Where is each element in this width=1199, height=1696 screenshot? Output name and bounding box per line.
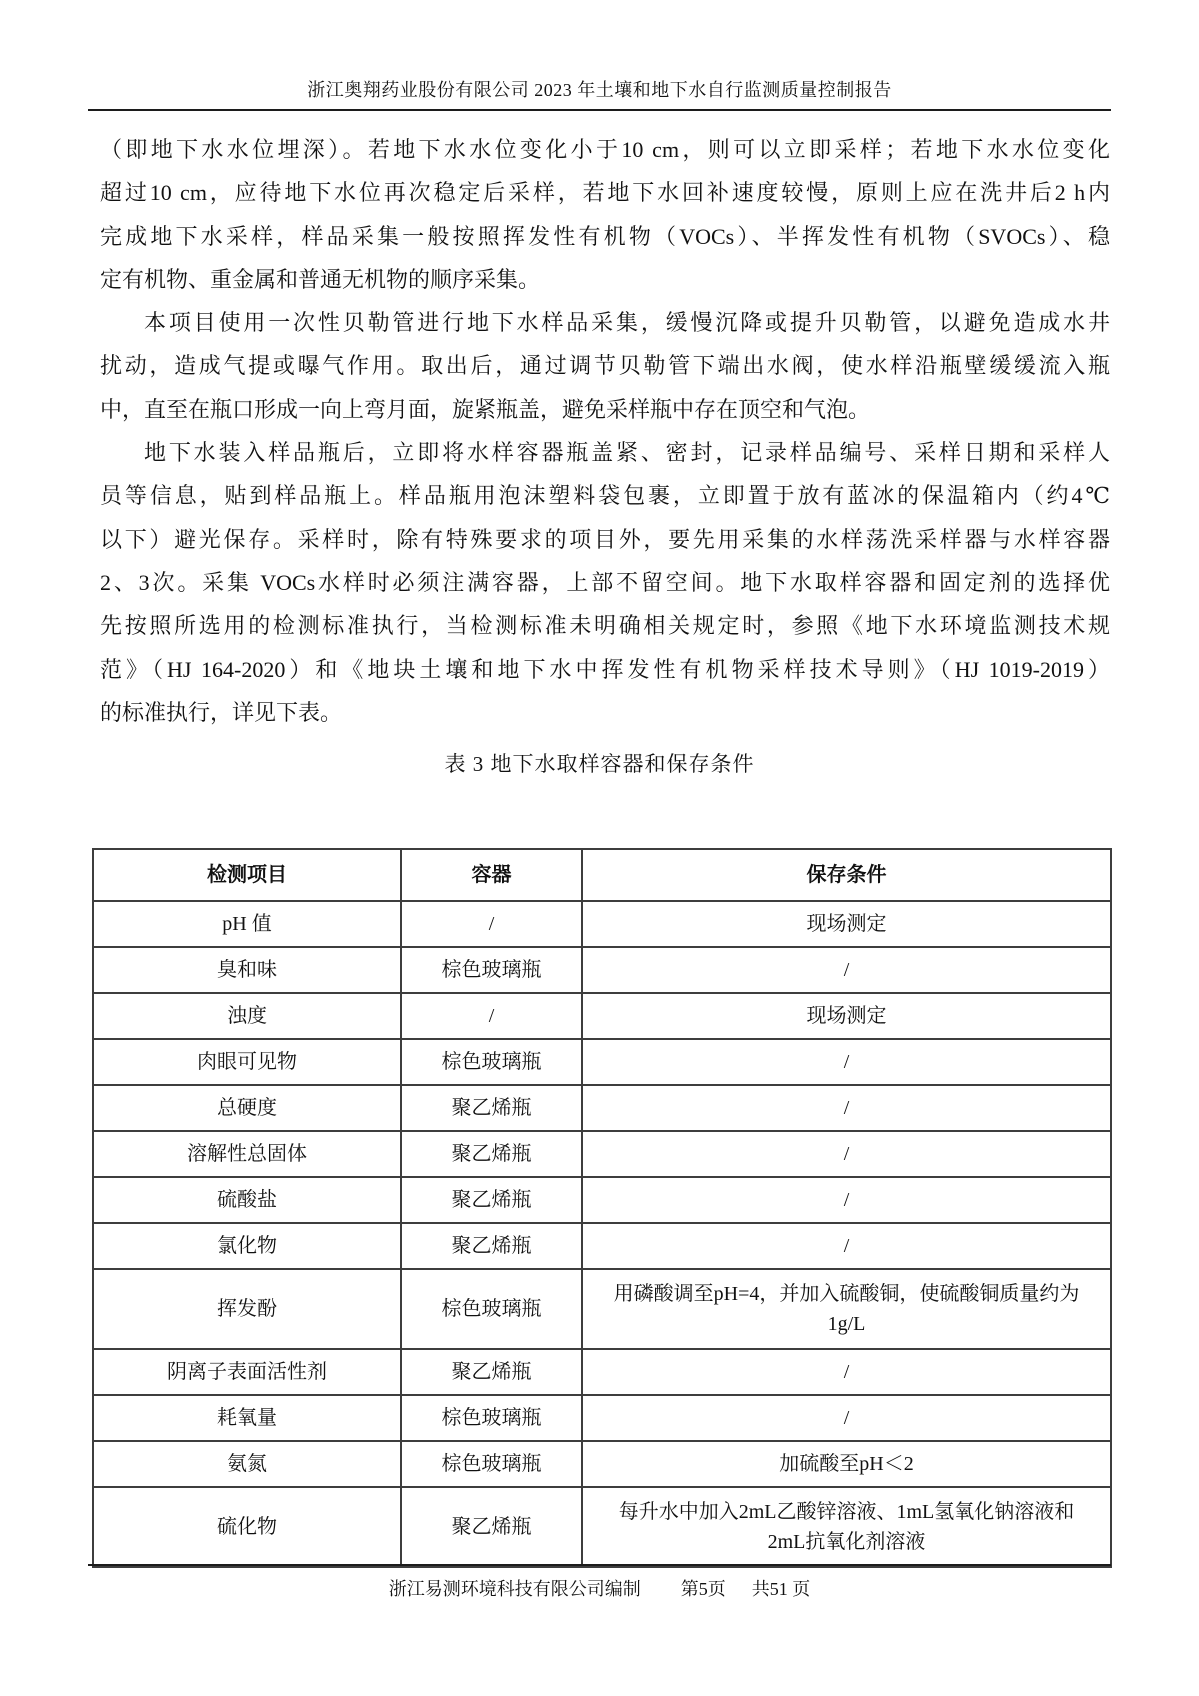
item-cell: 硫化物 xyxy=(93,1487,401,1567)
text-line: （即地下水水位埋深）。若地下水水位变化小于10 cm，则可以立即采样；若地下水水位变化 xyxy=(100,137,1110,162)
item-cell: 肉眼可见物 xyxy=(93,1039,401,1085)
footer-page-count: 共51 页 xyxy=(751,1579,811,1599)
text-line: 员等信息，贴到样品瓶上。样品瓶用泡沫塑料袋包裹，立即置于放有蓝冰的保温箱内（约4℃ xyxy=(100,483,1110,509)
preservation-cell: / xyxy=(582,947,1111,993)
sampling-conditions-table xyxy=(92,848,1112,1568)
table-row xyxy=(93,1441,1111,1487)
container-cell: 棕色玻璃瓶 xyxy=(401,1269,582,1349)
text-line: 本项目使用一次性贝勒管进行地下水样品采集，缓慢沉降或提升贝勒管，以避免造成水井 xyxy=(144,310,1110,336)
page-footer xyxy=(88,1575,1111,1601)
document-body xyxy=(100,128,1110,734)
table-row xyxy=(93,901,1111,947)
container-cell: 棕色玻璃瓶 xyxy=(401,1441,582,1487)
paragraph-1 xyxy=(100,128,1110,301)
container-cell: 聚乙烯瓶 xyxy=(401,1223,582,1269)
container-cell: 棕色玻璃瓶 xyxy=(401,947,582,993)
preservation-line: 用磷酸调至pH=4，并加入硫酸铜，使硫酸铜质量约为 xyxy=(613,1283,1080,1305)
item-cell: 臭和味 xyxy=(93,947,401,993)
footer-divider xyxy=(88,1564,1111,1566)
container-cell: / xyxy=(401,901,582,947)
preservation-cell: / xyxy=(582,1177,1111,1223)
item-cell: 硫酸盐 xyxy=(93,1177,401,1223)
table-row xyxy=(93,1349,1111,1395)
paragraph-2 xyxy=(100,301,1110,431)
table-header-row xyxy=(93,849,1111,901)
table-row xyxy=(93,993,1111,1039)
container-cell: / xyxy=(401,993,582,1039)
paragraph-3 xyxy=(100,431,1110,734)
container-cell: 聚乙烯瓶 xyxy=(401,1085,582,1131)
table-row xyxy=(93,947,1111,993)
item-cell: 耗氧量 xyxy=(93,1395,401,1441)
preservation-cell: / xyxy=(582,1085,1111,1131)
item-cell: pH 值 xyxy=(93,901,401,947)
table-row xyxy=(93,1177,1111,1223)
text-line: 完成地下水采样，样品采集一般按照挥发性有机物（VOCs）、半挥发性有机物（SVOCs）、稳 xyxy=(100,223,1110,249)
item-cell: 氨氮 xyxy=(93,1441,401,1487)
container-cell: 棕色玻璃瓶 xyxy=(401,1039,582,1085)
preservation-cell: / xyxy=(582,1349,1111,1395)
table-row xyxy=(93,1085,1111,1131)
table-row xyxy=(93,1269,1111,1349)
column-header-item: 检测项目 xyxy=(93,849,401,901)
preservation-cell xyxy=(582,1487,1111,1567)
table-row xyxy=(93,1487,1111,1567)
table-caption: 表 3 地下水取样容器和保存条件 xyxy=(444,752,755,776)
preservation-cell: / xyxy=(582,1039,1111,1085)
text-line: 定有机物、重金属和普通无机物的顺序采集。 xyxy=(100,266,541,292)
header-divider xyxy=(88,109,1111,111)
preservation-cell: 加硫酸至pH＜2 xyxy=(582,1441,1111,1487)
text-line: 以下）避光保存。采样时，除有特殊要求的项目外，要先用采集的水样荡洗采样器与水样容器 xyxy=(100,526,1110,552)
preservation-line: 2mL抗氧化剂溶液 xyxy=(767,1531,926,1553)
column-header-container: 容器 xyxy=(401,849,582,901)
item-cell: 总硬度 xyxy=(93,1085,401,1131)
item-cell: 浊度 xyxy=(93,993,401,1039)
text-line: 地下水装入样品瓶后，立即将水样容器瓶盖紧、密封，记录样品编号、采样日期和采样人 xyxy=(144,440,1110,466)
item-cell: 阴离子表面活性剂 xyxy=(93,1349,401,1395)
table-row xyxy=(93,1131,1111,1177)
container-cell: 聚乙烯瓶 xyxy=(401,1349,582,1395)
preservation-cell xyxy=(582,1269,1111,1349)
preservation-cell: 现场测定 xyxy=(582,993,1111,1039)
preservation-cell: / xyxy=(582,1131,1111,1177)
text-line: 先按照所选用的检测标准执行，当检测标准未明确相关规定时，参照《地下水环境监测技术规 xyxy=(100,613,1110,639)
column-header-preservation: 保存条件 xyxy=(582,849,1111,901)
item-cell: 氯化物 xyxy=(93,1223,401,1269)
preservation-cell: / xyxy=(582,1223,1111,1269)
item-cell: 溶解性总固体 xyxy=(93,1131,401,1177)
footer-company: 浙江易测环境科技有限公司编制 xyxy=(388,1579,641,1599)
text-line: 超过10 cm，应待地下水位再次稳定后采样，若地下水回补速度较慢，原则上应在洗井后2 h内 xyxy=(100,180,1110,206)
page-header-title: 浙江奥翔药业股份有限公司 2023 年土壤和地下水自行监测质量控制报告 xyxy=(307,80,892,100)
preservation-line: 1g/L xyxy=(827,1313,866,1335)
table-row xyxy=(93,1039,1111,1085)
text-line: 2、3次。采集 VOCs水样时必须注满容器，上部不留空间。地下水取样容器和固定剂的选择优 xyxy=(100,569,1110,595)
text-line: 的标准执行，详见下表。 xyxy=(100,699,343,725)
preservation-cell: / xyxy=(582,1395,1111,1441)
footer-page-number: 第5页 xyxy=(680,1579,726,1599)
text-line: 中，直至在瓶口形成一向上弯月面，旋紧瓶盖，避免采样瓶中存在顶空和气泡。 xyxy=(100,396,871,422)
item-cell: 挥发酚 xyxy=(93,1269,401,1349)
container-cell: 聚乙烯瓶 xyxy=(401,1487,582,1567)
container-cell: 聚乙烯瓶 xyxy=(401,1177,582,1223)
preservation-line: 每升水中加入2mL乙酸锌溶液、1mL氢氧化钠溶液和 xyxy=(618,1501,1075,1523)
text-line: 范》（HJ 164-2020）和《地块土壤和地下水中挥发性有机物采样技术导则》（HJ 1019-2019） xyxy=(100,656,1110,682)
text-line: 扰动，造成气提或曝气作用。取出后，通过调节贝勒管下端出水阀，使水样沿瓶壁缓缓流入瓶 xyxy=(100,353,1110,379)
container-cell: 棕色玻璃瓶 xyxy=(401,1395,582,1441)
table-row xyxy=(93,1395,1111,1441)
container-cell: 聚乙烯瓶 xyxy=(401,1131,582,1177)
preservation-cell: 现场测定 xyxy=(582,901,1111,947)
table-row xyxy=(93,1223,1111,1269)
